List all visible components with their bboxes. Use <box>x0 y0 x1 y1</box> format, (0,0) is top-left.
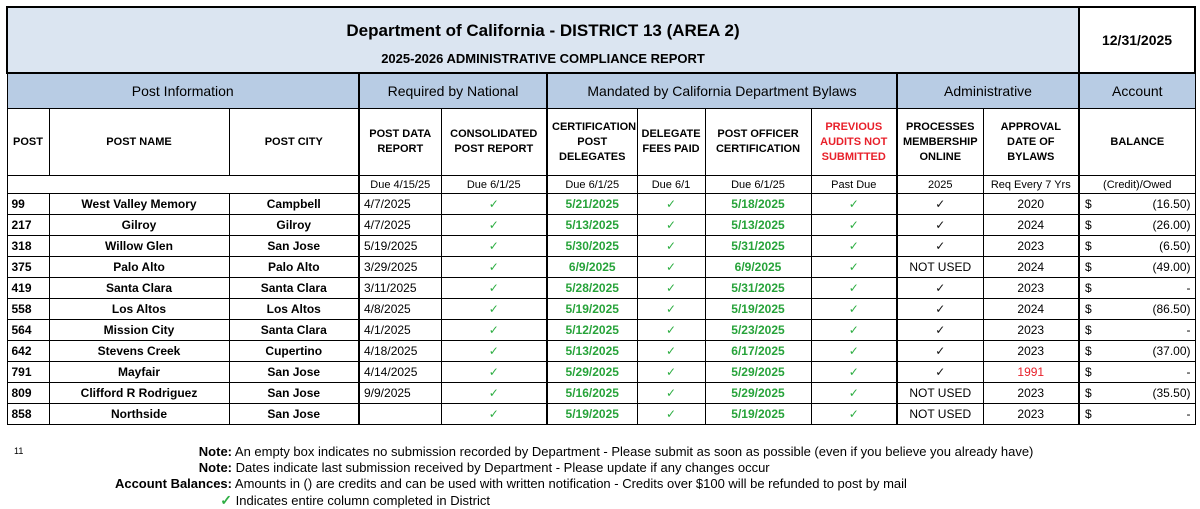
balance-cell <box>1079 299 1195 320</box>
post-name: Palo Alto <box>49 257 229 278</box>
post-number: 564 <box>7 320 49 341</box>
post-data-report-date: 4/8/2025 <box>359 299 441 320</box>
certification-delegates-date: 5/16/2025 <box>547 383 637 404</box>
check-icon: ✓ <box>811 320 897 341</box>
certification-delegates-date: 5/19/2025 <box>547 299 637 320</box>
check-icon: ✓ <box>637 236 705 257</box>
due-officer-certification: Due 6/1/25 <box>705 176 811 194</box>
col-header-post-city: POST CITY <box>229 109 359 176</box>
table-row <box>7 320 1195 341</box>
col-header-post-name: POST NAME <box>49 109 229 176</box>
post-data-report-date: 9/9/2025 <box>359 383 441 404</box>
table-row <box>7 362 1195 383</box>
table-row <box>7 278 1195 299</box>
post-data-report-date: 4/7/2025 <box>359 194 441 215</box>
check-icon: ✓ <box>811 341 897 362</box>
check-icon: ✓ <box>637 278 705 299</box>
post-name: Gilroy <box>49 215 229 236</box>
check-icon: ✓ <box>441 341 547 362</box>
bylaws-approval-year: 2024 <box>983 215 1079 236</box>
certification-delegates-date: 5/28/2025 <box>547 278 637 299</box>
post-number: 99 <box>7 194 49 215</box>
post-name: Mission City <box>49 320 229 341</box>
note-label: Note: <box>198 444 232 459</box>
section-administrative: Administrative <box>897 73 1079 109</box>
check-icon: ✓ <box>637 341 705 362</box>
footer-notes <box>6 444 1194 508</box>
balance-amount: (86.50) <box>1152 302 1191 316</box>
check-icon: ✓ <box>637 362 705 383</box>
check-icon: ✓ <box>441 236 547 257</box>
post-city: San Jose <box>229 362 359 383</box>
currency-symbol: $ <box>1085 218 1092 232</box>
report-subtitle: 2025-2026 ADMINISTRATIVE COMPLIANCE REPORT <box>381 50 705 66</box>
note-line <box>6 444 1194 460</box>
certification-delegates-date: 6/9/2025 <box>547 257 637 278</box>
col-header-delegate-fees: DELEGATE FEES PAID <box>637 109 705 176</box>
check-icon: ✓ <box>637 383 705 404</box>
post-city: San Jose <box>229 236 359 257</box>
check-icon: ✓ <box>637 299 705 320</box>
section-account: Account <box>1079 73 1195 109</box>
balance-amount: (26.00) <box>1152 218 1191 232</box>
col-header-post-data-report: POST DATA REPORT <box>359 109 441 176</box>
post-data-report-date: 4/7/2025 <box>359 215 441 236</box>
post-city: San Jose <box>229 404 359 425</box>
note-text: Amounts in () are credits and can be used with written notification - Credits over $100 will be refunded to post by mail <box>234 476 907 491</box>
col-header-post: POST <box>7 109 49 176</box>
check-icon: ✓ <box>811 362 897 383</box>
check-icon: ✓ <box>441 299 547 320</box>
check-icon: ✓ <box>637 257 705 278</box>
balance-cell <box>1079 194 1195 215</box>
balance-cell <box>1079 320 1195 341</box>
due-post-data-report: Due 4/15/25 <box>359 176 441 194</box>
check-icon: ✓ <box>637 404 705 425</box>
balance-amount: - <box>1186 323 1191 337</box>
post-data-report-date: 4/1/2025 <box>359 320 441 341</box>
balance-cell <box>1079 278 1195 299</box>
table-row <box>7 236 1195 257</box>
note-label: Note: <box>198 460 232 475</box>
bylaws-approval-year: 2023 <box>983 341 1079 362</box>
certification-delegates-date: 5/19/2025 <box>547 404 637 425</box>
membership-not-used: NOT USED <box>897 257 983 278</box>
balance-cell <box>1079 257 1195 278</box>
bylaws-approval-year: 2024 <box>983 257 1079 278</box>
due-membership-online: 2025 <box>897 176 983 194</box>
section-department-bylaws: Mandated by California Department Bylaws <box>547 73 897 109</box>
post-name: Stevens Creek <box>49 341 229 362</box>
bylaws-approval-year: 1991 <box>983 362 1079 383</box>
currency-symbol: $ <box>1085 344 1092 358</box>
check-icon: ✓ <box>637 215 705 236</box>
check-icon: ✓ <box>441 404 547 425</box>
post-data-report-date: 4/14/2025 <box>359 362 441 383</box>
col-header-balance: BALANCE <box>1079 109 1195 176</box>
bylaws-approval-year: 2023 <box>983 278 1079 299</box>
balance-amount: - <box>1186 407 1191 421</box>
officer-certification-date: 5/13/2025 <box>705 215 811 236</box>
table-row <box>7 194 1195 215</box>
legend-text: Indicates entire column completed in District <box>235 493 490 508</box>
post-number: 791 <box>7 362 49 383</box>
balance-amount: (37.00) <box>1152 344 1191 358</box>
due-bylaws-approval: Req Every 7 Yrs <box>983 176 1079 194</box>
check-icon: ✓ <box>441 215 547 236</box>
compliance-table <box>6 6 1196 425</box>
balance-cell <box>1079 236 1195 257</box>
post-city: Santa Clara <box>229 278 359 299</box>
section-post-information: Post Information <box>7 73 359 109</box>
check-icon: ✓ <box>897 362 983 383</box>
check-icon: ✓ <box>897 215 983 236</box>
check-icon: ✓ <box>897 320 983 341</box>
note-line <box>6 460 1194 476</box>
officer-certification-date: 5/19/2025 <box>705 404 811 425</box>
certification-delegates-date: 5/30/2025 <box>547 236 637 257</box>
post-city: Palo Alto <box>229 257 359 278</box>
balance-amount: (35.50) <box>1152 386 1191 400</box>
check-icon: ✓ <box>897 194 983 215</box>
currency-symbol: $ <box>1085 281 1092 295</box>
bylaws-approval-year: 2023 <box>983 383 1079 404</box>
bylaws-approval-year: 2023 <box>983 404 1079 425</box>
due-certification-delegates: Due 6/1/25 <box>547 176 637 194</box>
officer-certification-date: 5/29/2025 <box>705 383 811 404</box>
due-delegate-fees: Due 6/1 <box>637 176 705 194</box>
balance-amount: (16.50) <box>1152 197 1191 211</box>
balance-amount: - <box>1186 281 1191 295</box>
officer-certification-date: 5/31/2025 <box>705 236 811 257</box>
report-title-cell <box>7 7 1079 73</box>
check-icon: ✓ <box>220 492 232 508</box>
post-name: West Valley Memory <box>49 194 229 215</box>
page-number: 11 <box>14 446 24 456</box>
post-name: Willow Glen <box>49 236 229 257</box>
check-icon: ✓ <box>897 236 983 257</box>
post-city: San Jose <box>229 383 359 404</box>
certification-delegates-date: 5/13/2025 <box>547 341 637 362</box>
certification-delegates-date: 5/21/2025 <box>547 194 637 215</box>
note-text: An empty box indicates no submission recorded by Department - Please submit as soon as possible (even if you believe you already have) <box>234 444 1034 459</box>
post-number: 217 <box>7 215 49 236</box>
balance-cell <box>1079 404 1195 425</box>
check-icon: ✓ <box>811 257 897 278</box>
post-name: Santa Clara <box>49 278 229 299</box>
balance-cell <box>1079 341 1195 362</box>
officer-certification-date: 6/9/2025 <box>705 257 811 278</box>
check-icon: ✓ <box>441 194 547 215</box>
col-header-consolidated-report: CONSOLIDATED POST REPORT <box>441 109 547 176</box>
post-city: Cupertino <box>229 341 359 362</box>
officer-certification-date: 5/29/2025 <box>705 362 811 383</box>
post-number: 642 <box>7 341 49 362</box>
post-number: 419 <box>7 278 49 299</box>
check-icon: ✓ <box>637 194 705 215</box>
legend-line <box>6 492 1194 508</box>
check-icon: ✓ <box>897 341 983 362</box>
check-icon: ✓ <box>441 362 547 383</box>
currency-symbol: $ <box>1085 260 1092 274</box>
post-name: Mayfair <box>49 362 229 383</box>
due-row-spacer <box>7 176 359 194</box>
currency-symbol: $ <box>1085 386 1092 400</box>
post-number: 318 <box>7 236 49 257</box>
table-row <box>7 404 1195 425</box>
post-data-report-date <box>359 404 441 425</box>
check-icon: ✓ <box>811 383 897 404</box>
post-city: Los Altos <box>229 299 359 320</box>
check-icon: ✓ <box>441 257 547 278</box>
balance-cell <box>1079 362 1195 383</box>
balance-amount: (6.50) <box>1159 239 1191 253</box>
check-icon: ✓ <box>811 299 897 320</box>
post-number: 375 <box>7 257 49 278</box>
table-row <box>7 341 1195 362</box>
officer-certification-date: 6/17/2025 <box>705 341 811 362</box>
note-label: Account Balances: <box>114 476 232 491</box>
table-row <box>7 299 1195 320</box>
col-header-certification-delegates: CERTIFICATION POST DELEGATES <box>547 109 637 176</box>
check-icon: ✓ <box>897 299 983 320</box>
currency-symbol: $ <box>1085 197 1092 211</box>
post-data-report-date: 3/11/2025 <box>359 278 441 299</box>
note-text: Dates indicate last submission received by Department - Please update if any changes occur <box>235 460 770 475</box>
due-previous-audits: Past Due <box>811 176 897 194</box>
post-city: Gilroy <box>229 215 359 236</box>
post-data-report-date: 3/29/2025 <box>359 257 441 278</box>
table-row <box>7 257 1195 278</box>
currency-symbol: $ <box>1085 365 1092 379</box>
report-date: 12/31/2025 <box>1079 7 1195 73</box>
membership-not-used: NOT USED <box>897 404 983 425</box>
post-city: Campbell <box>229 194 359 215</box>
due-consolidated-report: Due 6/1/25 <box>441 176 547 194</box>
currency-symbol: $ <box>1085 239 1092 253</box>
officer-certification-date: 5/19/2025 <box>705 299 811 320</box>
balance-amount: - <box>1186 365 1191 379</box>
col-header-previous-audits: PREVIOUS AUDITS NOT SUBMITTED <box>811 109 897 176</box>
check-icon: ✓ <box>441 278 547 299</box>
officer-certification-date: 5/18/2025 <box>705 194 811 215</box>
currency-symbol: $ <box>1085 407 1092 421</box>
post-city: Santa Clara <box>229 320 359 341</box>
post-name: Northside <box>49 404 229 425</box>
check-icon: ✓ <box>897 278 983 299</box>
currency-symbol: $ <box>1085 302 1092 316</box>
report-title: Department of California - DISTRICT 13 (AREA 2) <box>346 20 740 40</box>
bylaws-approval-year: 2023 <box>983 236 1079 257</box>
table-row <box>7 383 1195 404</box>
certification-delegates-date: 5/29/2025 <box>547 362 637 383</box>
check-icon: ✓ <box>811 194 897 215</box>
certification-delegates-date: 5/12/2025 <box>547 320 637 341</box>
due-balance: (Credit)/Owed <box>1079 176 1195 194</box>
compliance-report-sheet <box>6 6 1196 425</box>
col-header-membership-online: PROCESSES MEMBERSHIP ONLINE <box>897 109 983 176</box>
balance-cell <box>1079 215 1195 236</box>
col-header-bylaws-approval: APPROVAL DATE OF BYLAWS <box>983 109 1079 176</box>
membership-not-used: NOT USED <box>897 383 983 404</box>
post-data-report-date: 5/19/2025 <box>359 236 441 257</box>
check-icon: ✓ <box>441 320 547 341</box>
balance-cell <box>1079 383 1195 404</box>
section-required-by-national: Required by National <box>359 73 547 109</box>
check-icon: ✓ <box>441 383 547 404</box>
bylaws-approval-year: 2024 <box>983 299 1079 320</box>
post-number: 809 <box>7 383 49 404</box>
bylaws-approval-year: 2023 <box>983 320 1079 341</box>
check-icon: ✓ <box>637 320 705 341</box>
officer-certification-date: 5/31/2025 <box>705 278 811 299</box>
note-line <box>6 476 1194 492</box>
col-header-officer-certification: POST OFFICER CERTIFICATION <box>705 109 811 176</box>
table-row <box>7 215 1195 236</box>
check-icon: ✓ <box>811 236 897 257</box>
balance-amount: (49.00) <box>1152 260 1191 274</box>
bylaws-approval-year: 2020 <box>983 194 1079 215</box>
post-name: Los Altos <box>49 299 229 320</box>
check-icon: ✓ <box>811 215 897 236</box>
certification-delegates-date: 5/13/2025 <box>547 215 637 236</box>
post-number: 858 <box>7 404 49 425</box>
post-number: 558 <box>7 299 49 320</box>
check-icon: ✓ <box>811 404 897 425</box>
check-icon: ✓ <box>811 278 897 299</box>
post-name: Clifford R Rodriguez <box>49 383 229 404</box>
post-data-report-date: 4/18/2025 <box>359 341 441 362</box>
officer-certification-date: 5/23/2025 <box>705 320 811 341</box>
currency-symbol: $ <box>1085 323 1092 337</box>
